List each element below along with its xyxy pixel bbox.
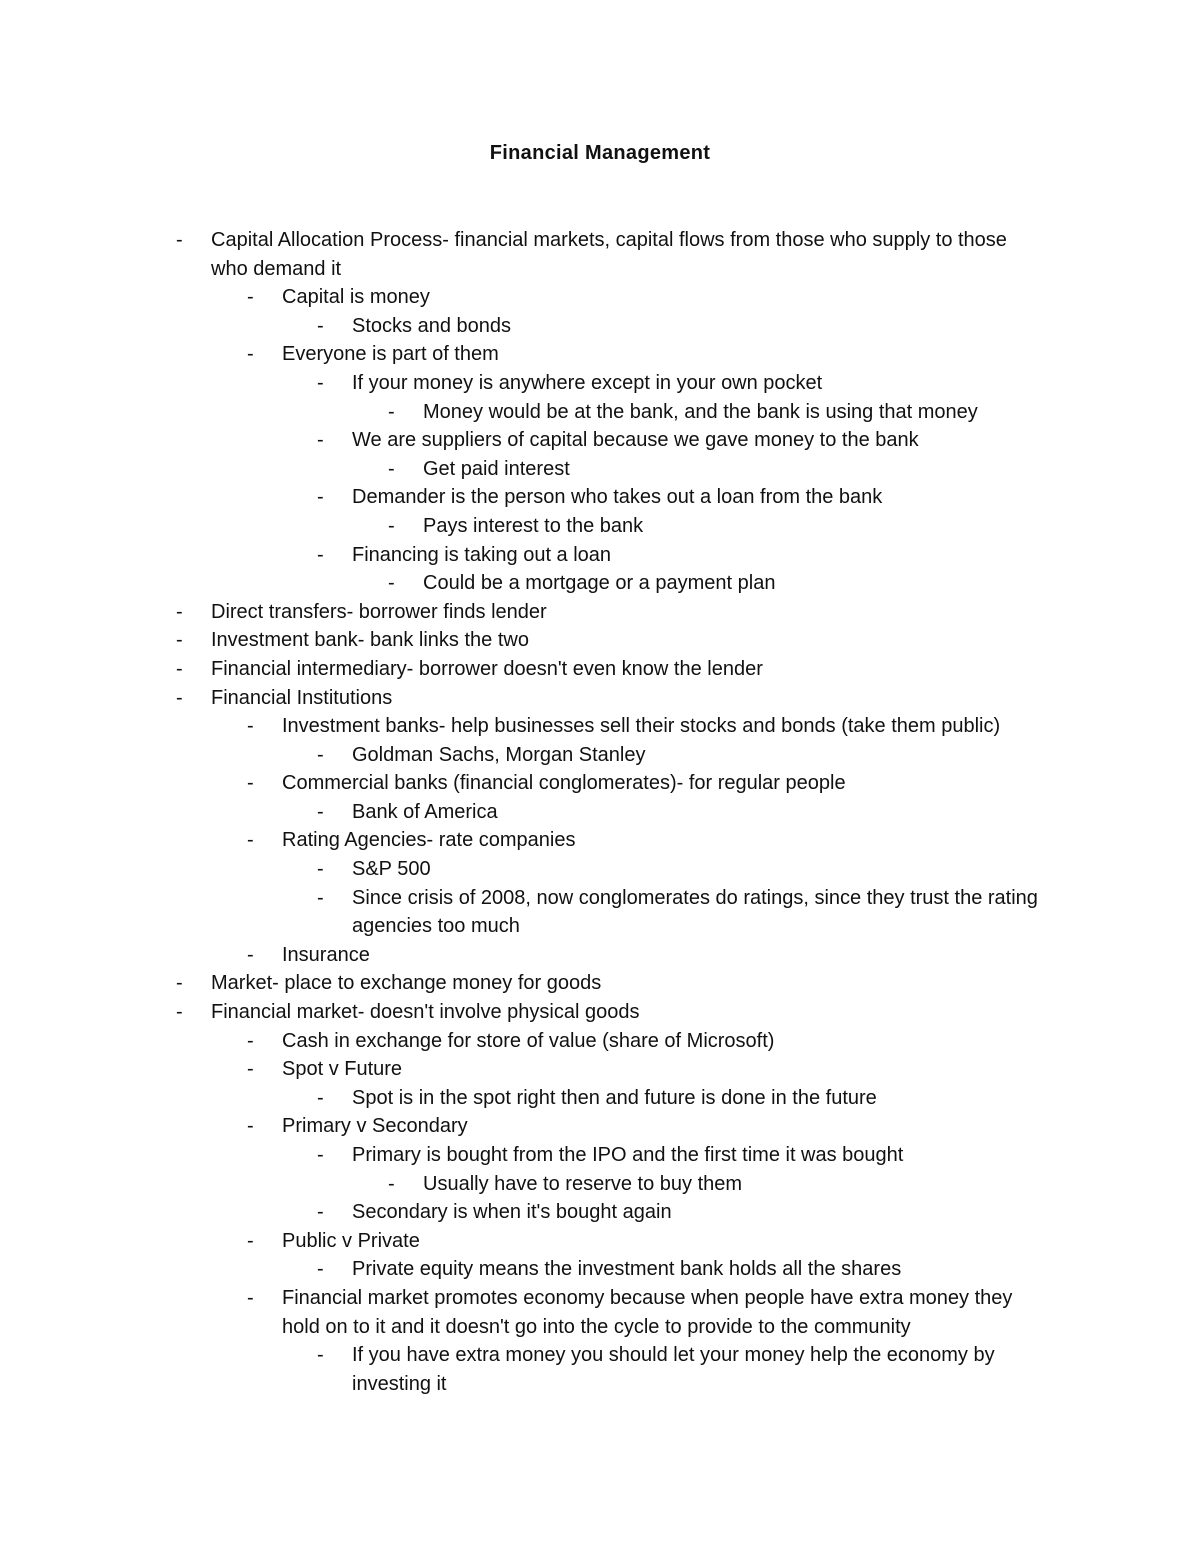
list-item-text: Pays interest to the bank	[423, 514, 644, 537]
bullet-dash: -	[317, 371, 324, 394]
list-item	[0, 369, 1200, 398]
list-item-text: Get paid interest	[423, 457, 570, 480]
bullet-dash: -	[317, 429, 324, 452]
list-item-text: Secondary is when it's bought again	[352, 1201, 672, 1224]
list-item	[0, 1341, 1200, 1398]
bullet-dash: -	[317, 486, 324, 509]
list-item	[0, 283, 1200, 312]
list-item-text: Usually have to reserve to buy them	[423, 1172, 743, 1195]
bullet-dash: -	[176, 972, 183, 995]
bullet-dash: -	[388, 514, 395, 537]
document-title: Financial Management	[489, 142, 711, 164]
list-item-text: Rating Agencies- rate companies	[282, 829, 576, 852]
list-item	[0, 455, 1200, 484]
bullet-dash: -	[247, 1029, 254, 1052]
bullet-dash: -	[388, 457, 395, 480]
list-item-text: Bank of America	[352, 800, 498, 823]
list-item	[0, 512, 1200, 541]
list-item	[0, 340, 1200, 369]
list-item	[0, 741, 1200, 770]
list-item-text: Commercial banks (financial conglomerates)- for regular people	[282, 772, 846, 795]
list-item	[0, 598, 1200, 627]
list-item	[0, 684, 1200, 713]
bullet-dash: -	[176, 657, 183, 680]
bullet-dash: -	[247, 343, 254, 366]
bullet-dash: -	[247, 715, 254, 738]
list-item-text: If your money is anywhere except in your own pocket	[352, 371, 823, 394]
list-item-text: Stocks and bonds	[352, 314, 511, 337]
bullet-dash: -	[317, 314, 324, 337]
list-item-text: S&P 500	[352, 858, 431, 881]
list-item	[0, 1284, 1200, 1341]
bullet-dash: -	[388, 572, 395, 595]
list-item-text: Public v Private	[282, 1229, 420, 1252]
bullet-dash: -	[317, 543, 324, 566]
list-item-text: Financial intermediary- borrower doesn't even know the lender	[211, 657, 763, 680]
bullet-dash: -	[317, 1201, 324, 1224]
bullet-dash: -	[247, 1115, 254, 1138]
list-item	[0, 1141, 1200, 1170]
list-item	[0, 1055, 1200, 1084]
list-item-text: Direct transfers- borrower finds lender	[211, 600, 547, 623]
list-item-text: Financial market promotes economy because when people have extra money they hold on to it and it doesn't go into the cycle to provide to the community	[282, 1286, 1013, 1338]
list-item	[0, 226, 1200, 283]
list-item	[0, 626, 1200, 655]
list-item	[0, 1227, 1200, 1256]
list-item	[0, 998, 1200, 1027]
bullet-dash: -	[317, 800, 324, 823]
list-item	[0, 1170, 1200, 1199]
list-item	[0, 941, 1200, 970]
bullet-dash: -	[176, 600, 183, 623]
bullet-dash: -	[176, 629, 183, 652]
list-item-text: Everyone is part of them	[282, 343, 499, 366]
list-item	[0, 655, 1200, 684]
list-item	[0, 483, 1200, 512]
list-item-text: Financing is taking out a loan	[352, 543, 612, 566]
list-item-text: Private equity means the investment bank holds all the shares	[352, 1258, 902, 1281]
bullet-dash: -	[247, 1229, 254, 1252]
list-item-text: Insurance	[282, 943, 370, 966]
bullet-dash: -	[176, 686, 183, 709]
list-item	[0, 826, 1200, 855]
list-item-text: We are suppliers of capital because we gave money to the bank	[352, 429, 919, 452]
bullet-dash: -	[317, 1258, 324, 1281]
bullet-dash: -	[247, 286, 254, 309]
bullet-dash: -	[176, 229, 183, 251]
list-item	[0, 712, 1200, 741]
list-item-text: Investment bank- bank links the two	[211, 629, 529, 652]
list-item	[0, 426, 1200, 455]
bullet-dash: -	[317, 1086, 324, 1109]
list-item-text: Investment banks- help businesses sell their stocks and bonds (take them public)	[282, 715, 1001, 738]
list-item-text: Goldman Sachs, Morgan Stanley	[352, 743, 646, 766]
bullet-dash: -	[317, 1144, 324, 1166]
list-item	[0, 1112, 1200, 1141]
list-item-text: Capital is money	[282, 286, 430, 309]
list-item-text: Capital Allocation Process- financial markets, capital flows from those who supply to those who demand it	[211, 229, 1007, 280]
bullet-dash: -	[247, 943, 254, 966]
list-item-text: Money would be at the bank, and the bank is using that money	[423, 400, 978, 423]
list-item-text: Cash in exchange for store of value (share of Microsoft)	[282, 1029, 775, 1052]
list-item-text: Spot v Future	[282, 1058, 403, 1081]
bullet-dash: -	[317, 743, 324, 766]
list-item	[0, 969, 1200, 998]
list-item	[0, 855, 1200, 884]
list-item-text: If you have extra money you should let your money help the economy by investing it	[352, 1344, 995, 1395]
list-item-text: Demander is the person who takes out a loan from the bank	[352, 486, 883, 509]
bullet-dash: -	[317, 886, 324, 909]
list-item	[0, 569, 1200, 598]
list-item	[0, 1084, 1200, 1113]
bullet-dash: -	[247, 1286, 254, 1309]
list-item-text: Primary v Secondary	[282, 1115, 468, 1138]
bullet-dash: -	[176, 1001, 183, 1024]
list-item-text: Spot is in the spot right then and future is done in the future	[352, 1086, 877, 1109]
list-item-text: Financial market- doesn't involve physical goods	[211, 1001, 640, 1024]
bullet-dash: -	[247, 1058, 254, 1081]
list-item	[0, 769, 1200, 798]
list-item-text: Could be a mortgage or a payment plan	[423, 572, 776, 595]
list-item	[0, 798, 1200, 827]
list-item	[0, 1027, 1200, 1056]
list-item	[0, 884, 1200, 941]
list-item-text: Since crisis of 2008, now conglomerates do ratings, since they trust the rating agencies too much	[352, 886, 1038, 938]
bullet-dash: -	[388, 1172, 395, 1195]
list-item	[0, 398, 1200, 427]
bullet-dash: -	[388, 400, 395, 423]
bullet-dash: -	[317, 1344, 324, 1367]
list-item	[0, 1198, 1200, 1227]
list-item	[0, 1255, 1200, 1284]
bullet-dash: -	[247, 829, 254, 852]
bullet-dash: -	[247, 772, 254, 795]
list-item-text: Market- place to exchange money for goods	[211, 972, 602, 995]
list-item	[0, 312, 1200, 341]
bullet-dash: -	[317, 858, 324, 881]
bullet-outline	[0, 226, 1200, 1398]
list-item-text: Primary is bought from the IPO and the first time it was bought	[352, 1144, 904, 1166]
list-item	[0, 541, 1200, 570]
list-item-text: Financial Institutions	[211, 686, 393, 709]
